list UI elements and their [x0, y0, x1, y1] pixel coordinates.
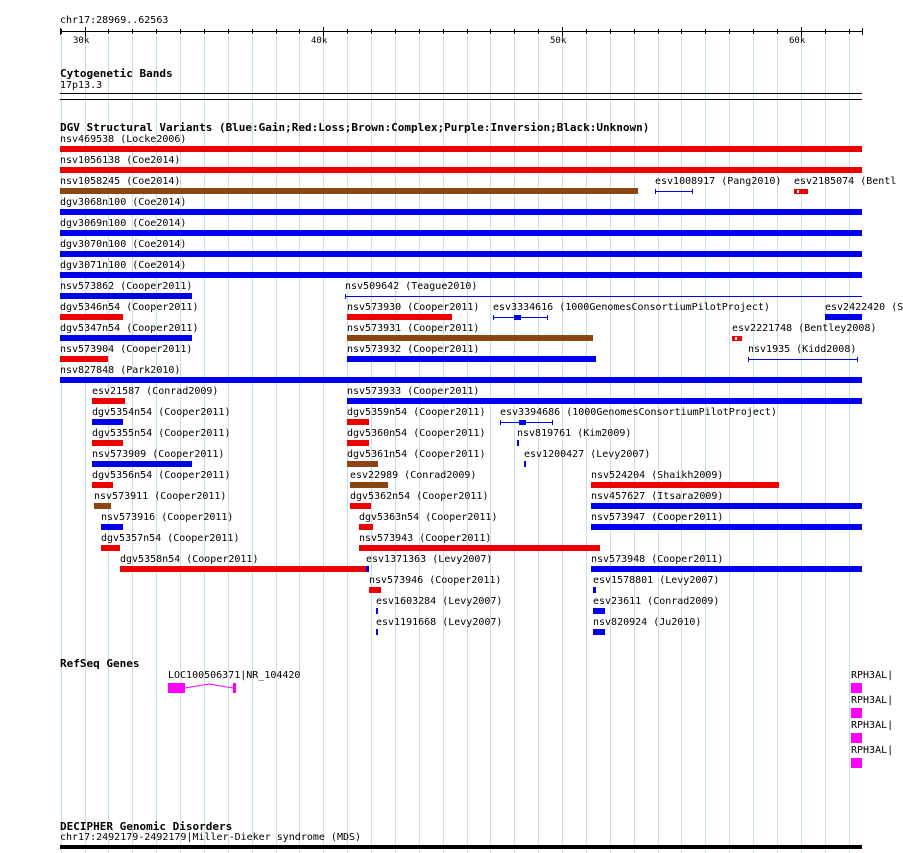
refseq-gene-label[interactable]: RPH3AL| [851, 695, 894, 706]
dgv-feature-label[interactable]: esv1578801 (Levy2007) [593, 575, 720, 586]
dgv-feature-bar[interactable] [347, 356, 596, 362]
dgv-feature-start-tick [500, 420, 501, 425]
dgv-feature-bar[interactable] [60, 293, 192, 299]
dgv-feature-bar[interactable] [347, 461, 378, 467]
ruler-tick [85, 27, 86, 36]
refseq-exon[interactable] [851, 758, 862, 768]
dgv-feature-bar[interactable] [593, 629, 605, 635]
ruler-tick-label: 50k [550, 36, 567, 46]
dgv-feature-label[interactable]: esv1371363 (Levy2007) [366, 554, 493, 565]
dgv-feature-bar[interactable] [120, 566, 369, 572]
grid-line [586, 36, 587, 853]
dgv-feature-bar[interactable] [60, 335, 192, 341]
dgv-feature-label[interactable]: dgv5359n54 (Cooper2011) [347, 407, 486, 418]
dgv-feature-end-tick [692, 189, 693, 194]
dgv-feature-line[interactable] [748, 359, 858, 360]
ruler-tick [562, 27, 563, 36]
dgv-feature-label[interactable]: dgv5362n54 (Cooper2011) [350, 491, 489, 502]
dgv-feature-label[interactable]: dgv5354n54 (Cooper2011) [92, 407, 231, 418]
ruler-tick [538, 29, 539, 34]
ruler-tick [490, 29, 491, 34]
grid-line [801, 36, 802, 853]
dgv-feature-bar[interactable] [60, 167, 862, 173]
ruler-tick [228, 29, 229, 34]
ruler-tick [252, 29, 253, 34]
dgv-feature-label[interactable]: esv2185074 (Bentl [794, 176, 897, 187]
ruler-tick [395, 29, 396, 34]
dgv-feature-label[interactable]: dgv5346n54 (Cooper2011) [60, 302, 199, 313]
dgv-feature-label[interactable]: dgv3069n100 (Coe2014) [60, 218, 187, 229]
dgv-feature-label[interactable]: nsv573911 (Cooper2011) [94, 491, 227, 502]
dgv-feature-label[interactable]: dgv5361n54 (Cooper2011) [347, 449, 486, 460]
dgv-feature-label[interactable]: esv3334616 (1000GenomesConsortiumPilotProject) [493, 302, 770, 313]
ruler-tick-label: 60k [789, 36, 806, 46]
ruler-tick [705, 29, 706, 34]
refseq-exon[interactable] [233, 683, 236, 693]
ruler-tick [610, 29, 611, 34]
refseq-gene-label[interactable]: RPH3AL| [851, 720, 894, 731]
ruler-tick [729, 29, 730, 34]
dgv-feature-bar[interactable] [60, 272, 862, 278]
dgv-feature-line[interactable] [345, 296, 862, 297]
dgv-feature-end-tick [552, 420, 553, 425]
dgv-feature-bar[interactable] [60, 146, 862, 152]
refseq-gene-label[interactable]: RPH3AL| [851, 670, 894, 681]
dgv-feature-start-tick [493, 315, 494, 320]
decipher-track-title[interactable]: DECIPHER Genomic Disorders [60, 820, 233, 833]
grid-line [228, 36, 229, 853]
dgv-feature-end-tick [857, 357, 858, 362]
dgv-feature-bar[interactable] [593, 587, 596, 593]
dgv-feature-bar[interactable] [591, 566, 862, 572]
dgv-feature-label[interactable]: nsv573931 (Cooper2011) [347, 323, 480, 334]
dgv-feature-label[interactable]: nsv1058245 (Coe2014) [60, 176, 181, 187]
grid-line [467, 36, 468, 853]
dgv-feature-bar[interactable] [732, 336, 742, 341]
ruler-tick-label: 40k [311, 36, 328, 46]
refseq-exon[interactable] [168, 683, 185, 693]
ruler-tick [371, 29, 372, 34]
dgv-feature-label[interactable]: nsv573904 (Cooper2011) [60, 344, 193, 355]
dgv-feature-label[interactable]: dgv5356n54 (Cooper2011) [92, 470, 231, 481]
grid-line [323, 36, 324, 853]
dgv-feature-label[interactable]: esv2422420 (S [825, 302, 903, 313]
dgv-feature-label[interactable]: nsv573948 (Cooper2011) [591, 554, 724, 565]
ruler-tick [61, 29, 62, 34]
ruler-tick [467, 29, 468, 34]
dgv-feature-label[interactable]: esv2221748 (Bentley2008) [732, 323, 877, 334]
dgv-feature-bar[interactable] [366, 566, 369, 572]
dgv-feature-label[interactable]: esv21587 (Conrad2009) [92, 386, 219, 397]
dgv-feature-bar[interactable] [101, 545, 120, 551]
dgv-feature-bar[interactable] [92, 440, 123, 446]
dgv-feature-bar[interactable] [347, 314, 452, 320]
dgv-feature-label[interactable]: nsv1056138 (Coe2014) [60, 155, 181, 166]
dgv-feature-end-tick [547, 315, 548, 320]
dgv-feature-label[interactable]: esv1008917 (Pang2010) [655, 176, 782, 187]
grid-line [658, 36, 659, 853]
dgv-feature-label[interactable]: nsv509642 (Teague2010) [345, 281, 478, 292]
grid-line [610, 36, 611, 853]
dgv-feature-bar[interactable] [350, 503, 371, 509]
grid-line [371, 36, 372, 853]
dgv-feature-gap [735, 337, 737, 340]
dgv-feature-label[interactable]: esv1191668 (Levy2007) [376, 617, 503, 628]
ruler-tick [108, 29, 109, 34]
dgv-feature-bar[interactable] [376, 629, 378, 635]
dgv-feature-bar[interactable] [60, 209, 862, 215]
dgv-feature-bar[interactable] [591, 482, 779, 488]
grid-line [538, 36, 539, 853]
dgv-feature-label[interactable]: dgv3070n100 (Coe2014) [60, 239, 187, 250]
dgv-feature-label[interactable]: esv22989 (Conrad2009) [350, 470, 477, 481]
position-label: chr17:28969..62563 [60, 15, 169, 26]
dgv-feature-label[interactable]: dgv5363n54 (Cooper2011) [359, 512, 498, 523]
dgv-feature-bar[interactable] [60, 377, 862, 383]
ruler-tick [801, 27, 802, 36]
grid-line [490, 36, 491, 853]
ruler-tick [419, 29, 420, 34]
grid-line [395, 36, 396, 853]
dgv-feature-start-tick [655, 189, 656, 194]
dgv-feature-bar[interactable] [347, 335, 593, 341]
grid-line [705, 36, 706, 853]
dgv-feature-line[interactable] [655, 191, 693, 192]
dgv-feature-label[interactable]: nsv573916 (Cooper2011) [101, 512, 234, 523]
refseq-gene-intron [185, 683, 235, 693]
dgv-feature-bar[interactable] [825, 314, 862, 320]
dgv-feature-label[interactable]: nsv827848 (Park2010) [60, 365, 181, 376]
grid-line [419, 36, 420, 853]
ruler-tick [681, 29, 682, 34]
dgv-feature-bar[interactable] [101, 524, 123, 530]
dgv-feature-label[interactable]: esv3394686 (1000GenomesConsortiumPilotProject) [500, 407, 777, 418]
ruler-tick [299, 29, 300, 34]
dgv-feature-bar[interactable] [347, 419, 369, 425]
ruler-tick [156, 29, 157, 34]
ruler-tick [658, 29, 659, 34]
dgv-feature-label[interactable]: esv1603284 (Levy2007) [376, 596, 503, 607]
dgv-feature-bar[interactable] [517, 440, 519, 446]
dgv-feature-bar[interactable] [92, 398, 125, 404]
dgv-feature-block[interactable] [519, 420, 526, 425]
dgv-feature-bar[interactable] [60, 251, 862, 257]
ruler-tick [204, 29, 205, 34]
dgv-feature-label[interactable]: dgv5347n54 (Cooper2011) [60, 323, 199, 334]
dgv-feature-label[interactable]: dgv5360n54 (Cooper2011) [347, 428, 486, 439]
dgv-feature-label[interactable]: nsv820924 (Ju2010) [593, 617, 702, 628]
dgv-feature-bar[interactable] [350, 482, 388, 488]
ruler-right-arrow [862, 28, 863, 35]
dgv-feature-label[interactable]: dgv5358n54 (Cooper2011) [120, 554, 259, 565]
dgv-feature-bar[interactable] [60, 356, 108, 362]
dgv-feature-label[interactable]: nsv573946 (Cooper2011) [369, 575, 502, 586]
grid-line [634, 36, 635, 853]
ruler-tick [777, 29, 778, 34]
grid-line [252, 36, 253, 853]
dgv-feature-bar[interactable] [376, 608, 378, 614]
dgv-feature-bar[interactable] [593, 608, 605, 614]
ruler-tick [753, 29, 754, 34]
ruler-tick [849, 29, 850, 34]
ruler-tick [276, 29, 277, 34]
dgv-feature-label[interactable]: nsv573930 (Cooper2011) [347, 302, 480, 313]
dgv-feature-label[interactable]: nsv457627 (Itsara2009) [591, 491, 724, 502]
dgv-feature-bar[interactable] [369, 587, 381, 593]
ruler-tick [634, 29, 635, 34]
refseq-track-title[interactable]: RefSeq Genes [60, 657, 140, 670]
cytoband-ideogram-top [60, 93, 862, 94]
refseq-exon[interactable] [851, 733, 862, 743]
refseq-gene-label[interactable]: LOC100506371|NR_104420 [168, 670, 301, 681]
dgv-feature-bar[interactable] [92, 482, 113, 488]
dgv-feature-label[interactable]: nsv573862 (Cooper2011) [60, 281, 193, 292]
ruler-tick [347, 29, 348, 34]
dgv-feature-gap [797, 190, 799, 193]
dgv-feature-bar[interactable] [60, 230, 862, 236]
grid-line [849, 36, 850, 853]
ruler-tick [132, 29, 133, 34]
ruler-tick [323, 27, 324, 36]
ruler-tick [586, 29, 587, 34]
dgv-feature-bar[interactable] [92, 461, 192, 467]
dgv-feature-label[interactable]: esv1200427 (Levy2007) [524, 449, 651, 460]
dgv-feature-label[interactable]: dgv3071n100 (Coe2014) [60, 260, 187, 271]
dgv-feature-label[interactable]: nsv573909 (Cooper2011) [92, 449, 225, 460]
grid-line [825, 36, 826, 853]
decipher-feature-label[interactable]: chr17:2492179-2492179|Miller-Dieker syndrome (MDS) [60, 832, 362, 843]
dgv-feature-label[interactable]: esv23611 (Conrad2009) [593, 596, 720, 607]
dgv-feature-start-tick [748, 357, 749, 362]
grid-line [777, 36, 778, 853]
dgv-feature-label[interactable]: dgv3068n100 (Coe2014) [60, 197, 187, 208]
dgv-feature-bar[interactable] [92, 419, 123, 425]
dgv-feature-bar[interactable] [591, 503, 862, 509]
dgv-feature-bar[interactable] [359, 524, 373, 530]
grid-line [514, 36, 515, 853]
ruler-tick [443, 29, 444, 34]
dgv-feature-label[interactable]: nsv1935 (Kidd2008) [748, 344, 857, 355]
grid-line [753, 36, 754, 853]
grid-line [276, 36, 277, 853]
grid-line [204, 36, 205, 853]
grid-line [299, 36, 300, 853]
cytoband-label: 17p13.3 [60, 80, 103, 91]
cytobands-track-title[interactable]: Cytogenetic Bands [60, 67, 173, 80]
dgv-feature-bar[interactable] [60, 188, 638, 194]
dgv-feature-label[interactable]: dgv5357n54 (Cooper2011) [101, 533, 240, 544]
dgv-feature-bar[interactable] [60, 314, 123, 320]
ruler-tick [825, 29, 826, 34]
ruler-tick [514, 29, 515, 34]
dgv-feature-bar[interactable] [347, 398, 862, 404]
dgv-feature-label[interactable]: nsv573932 (Cooper2011) [347, 344, 480, 355]
dgv-feature-bar[interactable] [359, 545, 600, 551]
refseq-gene-label[interactable]: RPH3AL| [851, 745, 894, 756]
dgv-feature-label[interactable]: nsv573947 (Cooper2011) [591, 512, 724, 523]
dgv-feature-bar[interactable] [591, 524, 862, 530]
dgv-feature-bar[interactable] [94, 503, 111, 509]
dgv-feature-end-tick [345, 294, 346, 299]
ruler-tick-label: 30k [73, 36, 90, 46]
dgv-feature-line[interactable] [500, 422, 553, 423]
dgv-feature-bar[interactable] [524, 461, 526, 467]
dgv-feature-block[interactable] [514, 315, 521, 320]
decipher-feature-bar[interactable] [60, 845, 862, 849]
grid-line [443, 36, 444, 853]
dgv-feature-label[interactable]: nsv524204 (Shaikh2009) [591, 470, 724, 481]
dgv-feature-bar[interactable] [347, 440, 369, 446]
dgv-feature-label[interactable]: nsv819761 (Kim2009) [517, 428, 632, 439]
dgv-feature-label[interactable]: nsv469538 (Locke2006) [60, 134, 187, 145]
refseq-exon[interactable] [851, 708, 862, 718]
dgv-feature-label[interactable]: nsv573933 (Cooper2011) [347, 386, 480, 397]
dgv-feature-label[interactable]: dgv5355n54 (Cooper2011) [92, 428, 231, 439]
dgv-track-title[interactable]: DGV Structural Variants (Blue:Gain;Red:Loss;Brown:Complex;Purple:Inversion;Black:Unknown) [60, 121, 650, 134]
grid-line [562, 36, 563, 853]
grid-line [729, 36, 730, 853]
grid-line [681, 36, 682, 853]
dgv-feature-label[interactable]: nsv573943 (Cooper2011) [359, 533, 492, 544]
refseq-exon[interactable] [851, 683, 862, 693]
ruler-tick [180, 29, 181, 34]
cytoband-ideogram-bottom [60, 99, 862, 100]
